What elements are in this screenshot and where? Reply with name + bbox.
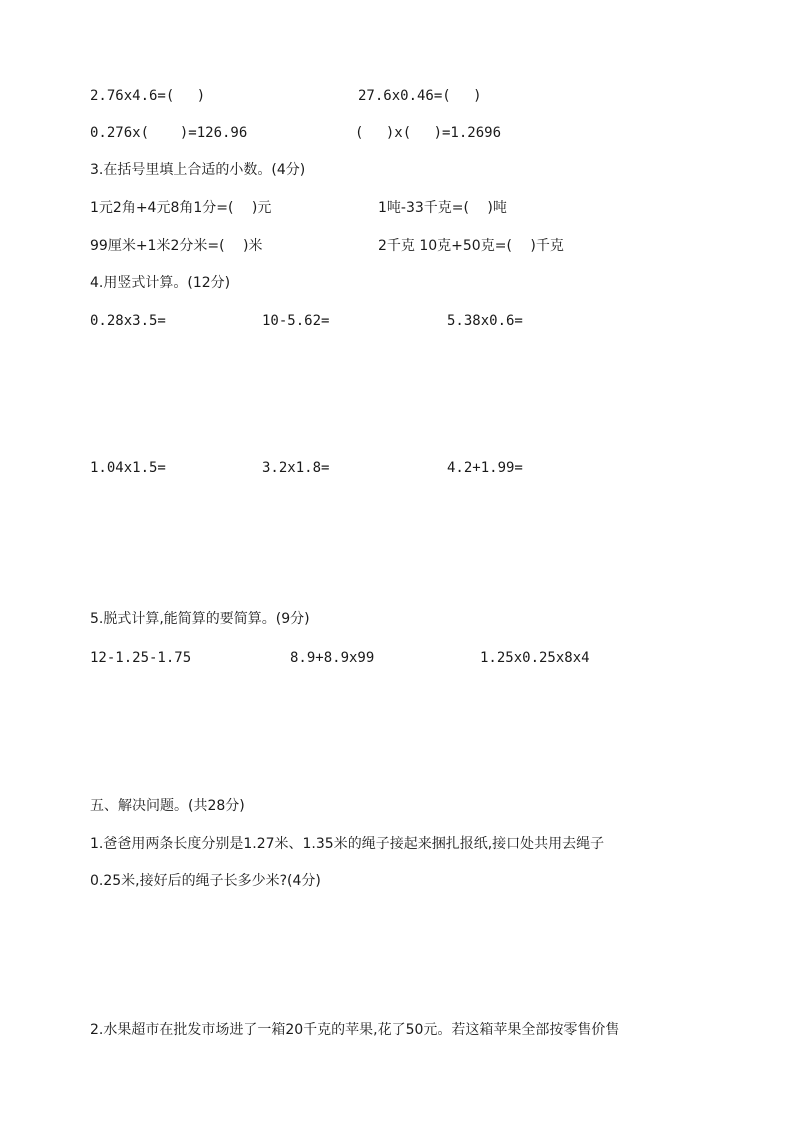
part-5-heading: 五、解决问题。(共28分) xyxy=(90,798,245,814)
word-problem-2-line-1: 2.水果超市在批发市场进了一箱20千克的苹果,花了50元。若这箱苹果全部按零售价售 xyxy=(90,1022,620,1038)
problem-2-2-1: 0.276x( )=126.96 xyxy=(90,125,248,141)
section-3-heading: 3.在括号里填上合适的小数。(4分) xyxy=(90,162,306,178)
word-problem-1-line-2: 0.25米,接好后的绳子长多少米?(4分) xyxy=(90,873,321,889)
problem-2-1-2: 27.6x0.46=( ) xyxy=(358,88,482,104)
word-problem-1-line-1: 1.爸爸用两条长度分别是1.27米、1.35米的绳子接起来捆扎报纸,接口处共用去绳子 xyxy=(90,836,605,852)
problem-2-1-1: 2.76x4.6=( ) xyxy=(90,88,206,104)
problem-4-1-1: 0.28x3.5= xyxy=(90,313,166,329)
problem-2-2-2: ( )x( )=1.2696 xyxy=(355,125,502,141)
section-4-heading: 4.用竖式计算。(12分) xyxy=(90,275,231,291)
problem-5-1-1: 12-1.25-1.75 xyxy=(90,650,192,666)
problem-4-2-1: 1.04x1.5= xyxy=(90,460,166,476)
problem-5-1-2: 8.9+8.9x99 xyxy=(290,650,375,666)
problem-3-2-1: 99厘米+1米2分米=( )米 xyxy=(90,238,263,254)
problem-4-1-2: 10-5.62= xyxy=(262,313,330,329)
problem-5-1-3: 1.25x0.25x8x4 xyxy=(480,650,590,666)
problem-3-1-2: 1吨-33千克=( )吨 xyxy=(378,200,507,216)
section-5-heading: 5.脱式计算,能简算的要简算。(9分) xyxy=(90,611,310,627)
problem-3-1-1: 1元2角+4元8角1分=( )元 xyxy=(90,200,272,216)
problem-4-2-3: 4.2+1.99= xyxy=(447,460,523,476)
problem-4-1-3: 5.38x0.6= xyxy=(447,313,523,329)
problem-3-2-2: 2千克 10克+50克=( )千克 xyxy=(378,238,564,254)
problem-4-2-2: 3.2x1.8= xyxy=(262,460,330,476)
